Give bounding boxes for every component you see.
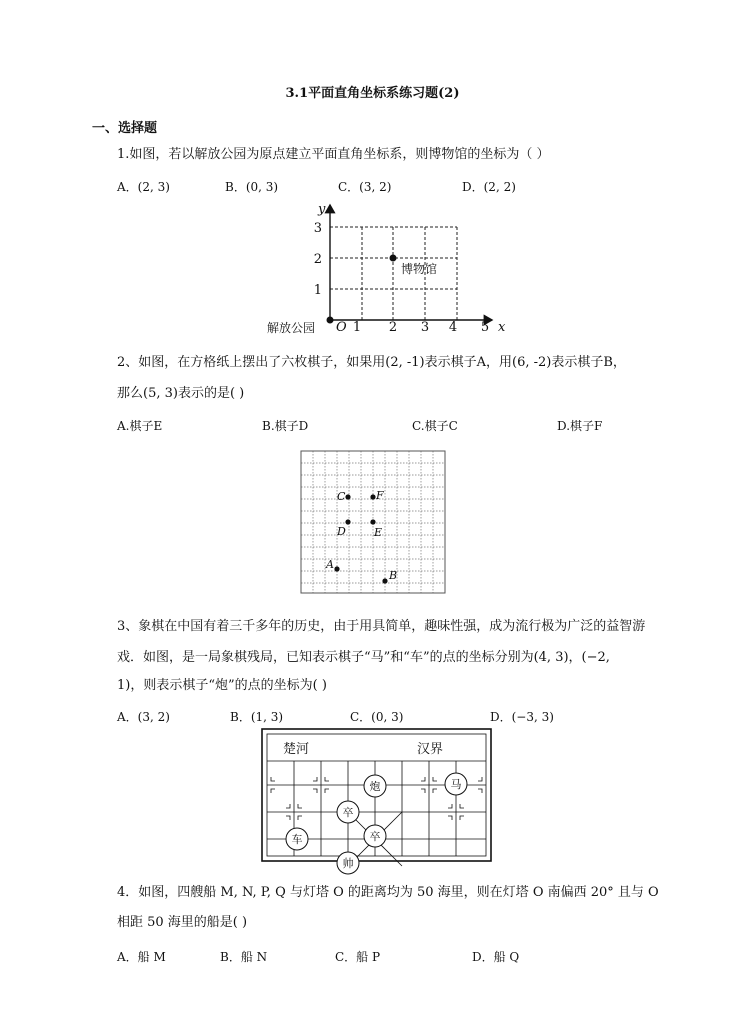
y-tick-label: 1 [313,283,322,298]
question-4-line-2: 相距 50 海里的船是( ) [117,915,248,930]
x-tick-label: 3 [420,320,430,335]
piece-pawn-2-label: 卒 [369,830,381,843]
q4-option-c: C．船 P [335,950,381,964]
piece-general-label: 帅 [342,857,354,870]
question-3-line-2: 戏．如图，是一局象棋残局，已知表示棋子“马”和“车”的点的坐标分别为(4, 3)，(−2, [117,650,610,665]
q4-option-a: A．船 M [117,950,166,964]
page-title: 3.1平面直角坐标系练习题(2) [285,86,460,101]
piece-f-label: F [376,489,384,502]
question-2-line-2: 那么(5, 3)表示的是( ) [117,386,245,401]
piece-b-point [382,578,387,583]
piece-c-label: C [337,490,346,503]
q1-option-d: D．(2, 2) [462,180,516,194]
piece-horse-label: 马 [450,778,462,791]
y-tick-label: 2 [313,252,322,267]
question-3-line-3: 1)，则表示棋子“炮”的点的坐标为( ) [117,678,327,693]
x-tick-label: 4 [448,320,458,335]
piece-b-label: B [389,569,398,582]
museum-point [390,255,397,262]
q3-option-b: B．(1, 3) [230,710,284,724]
piece-e-label: E [374,526,383,539]
question-4-line-1: 4．如图，四艘船 M, N, P, Q 与灯塔 O 的距离均为 50 海里，则在灯塔 O 南偏西 20° 且与 O [117,885,659,900]
x-tick-label: 2 [388,320,398,335]
piece-a-label: A [326,558,334,571]
q2-option-c: C.棋子C [412,419,458,433]
q2-option-d: D.棋子F [557,419,603,433]
piece-pawn-1-label: 卒 [342,806,354,819]
q2-option-b: B.棋子D [262,419,309,433]
q4-option-b: B．船 N [220,950,268,964]
q3-option-a: A．(3, 2) [117,710,170,724]
q1-option-a: A．(2, 3) [117,180,170,194]
q1-option-b: B．(0, 3) [225,180,279,194]
origin-place-label: 解放公园 [267,321,316,335]
question-1-text: 1.如图，若以解放公园为原点建立平面直角坐标系，则博物馆的坐标为（ ） [117,147,550,162]
question-3-line-1: 3、象棋在中国有着三千多年的历史，由于用具简单，趣味性强，成为流行极为广泛的益智游 [117,619,646,634]
q2-grid-figure [300,450,447,595]
q1-option-c: C．(3, 2) [338,180,392,194]
x-axis-label: x [498,320,506,335]
y-tick-label: 3 [313,221,322,236]
piece-e-point [370,519,375,524]
q4-option-d: D．船 Q [472,950,520,964]
x-tick-label: 1 [352,320,362,335]
q3-option-d: D．(−3, 3) [490,710,554,724]
section-heading: 一、选择题 [92,121,158,136]
q1-dashed-grid [330,227,457,320]
origin-point [327,317,334,324]
q2-option-a: A.棋子E [117,419,163,433]
piece-d-label: D [337,525,346,538]
museum-label: 博物馆 [401,262,438,276]
q3-chess-board [261,728,493,876]
river-left-label: 楚河 [283,742,310,757]
piece-d-point [345,519,350,524]
piece-cannon-label: 炮 [369,780,381,793]
q1-coordinate-figure [262,197,512,339]
origin-label: O [336,320,347,335]
piece-c-point [345,494,350,499]
piece-a-point [334,566,339,571]
x-tick-label: 5 [480,320,490,335]
piece-f-point [370,494,375,499]
river-right-label: 汉界 [417,742,444,757]
q3-option-c: C．(0, 3) [350,710,404,724]
y-axis-label: y [318,202,326,217]
piece-chariot-label: 车 [291,833,303,846]
question-2-line-1: 2、如图，在方格纸上摆出了六枚棋子，如果用(2, -1)表示棋子A，用(6, -2)表示棋子B， [117,355,626,370]
